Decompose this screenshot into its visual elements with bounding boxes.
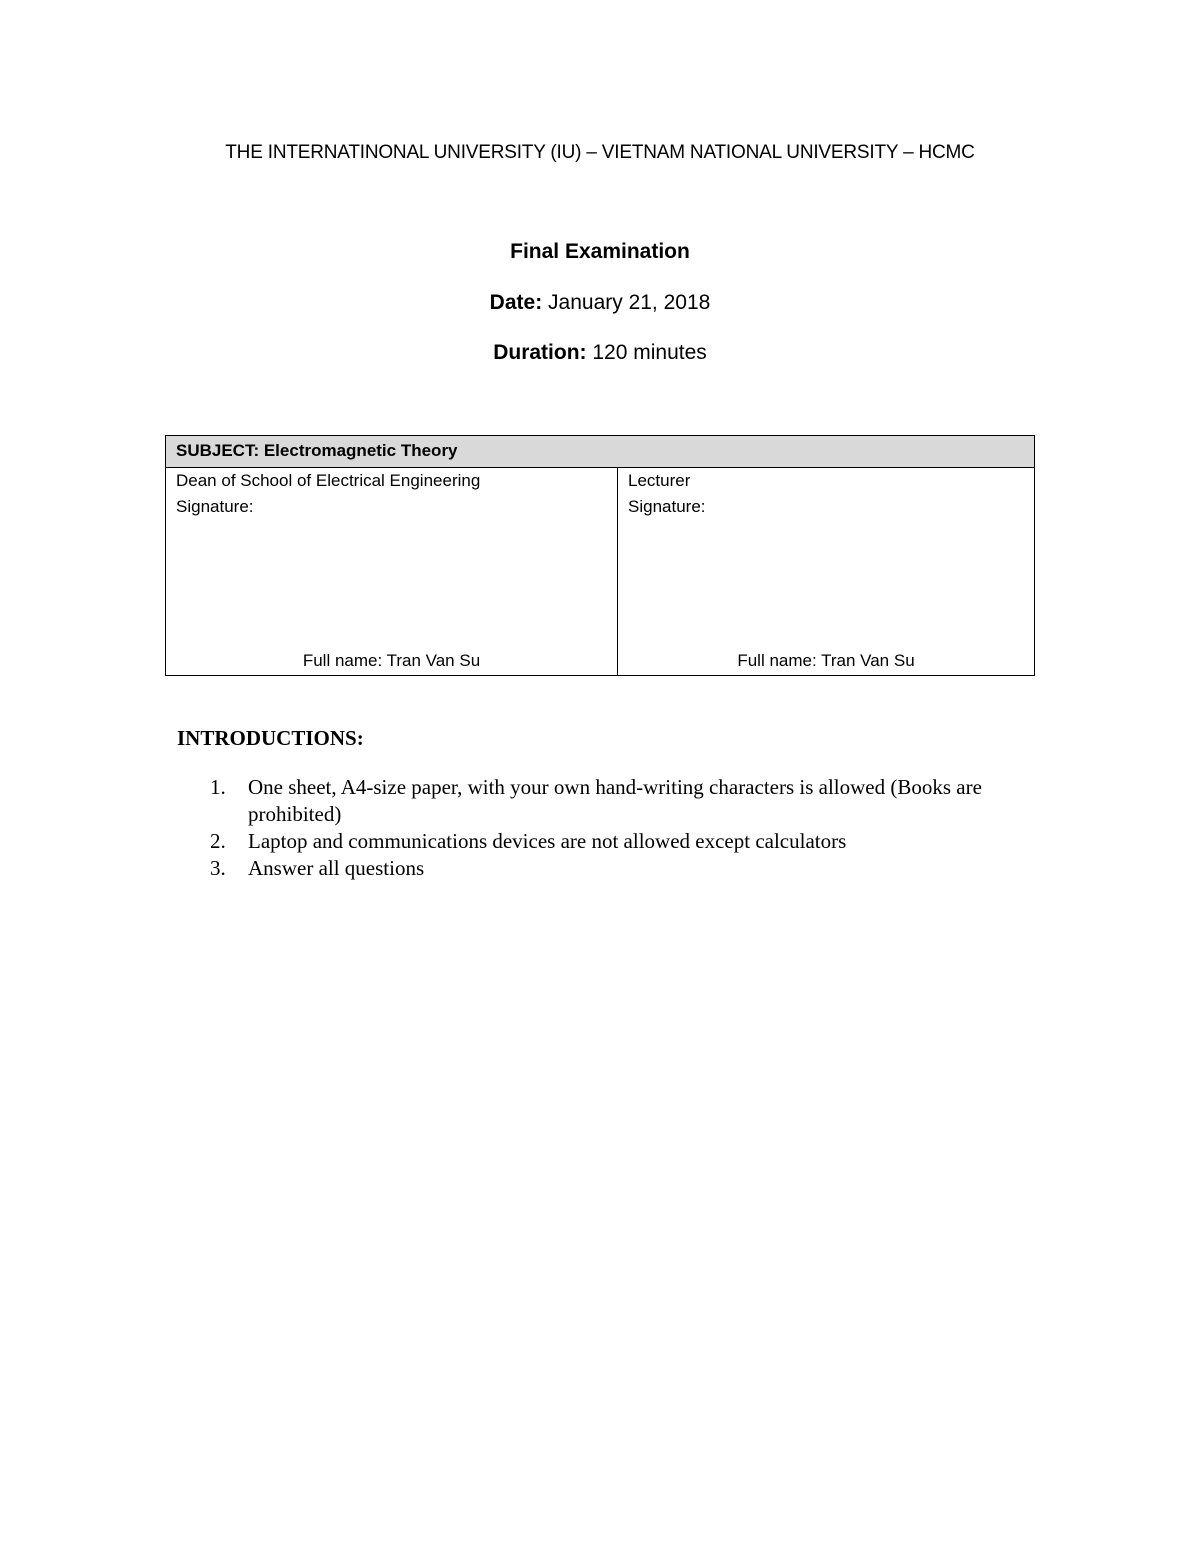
lecturer-signature-label: Signature: bbox=[628, 497, 706, 516]
list-item-number: 2. bbox=[210, 829, 226, 853]
date-label: Date: bbox=[489, 291, 543, 314]
duration-value: 120 minutes bbox=[592, 341, 707, 364]
signature-row bbox=[166, 468, 1035, 676]
dean-full-name: Full name: Tran Van Su bbox=[302, 651, 481, 670]
list-item-number: 3. bbox=[210, 856, 226, 880]
dean-signature-label: Signature: bbox=[176, 497, 254, 516]
duration-label: Duration: bbox=[493, 341, 587, 364]
exam-title: Final Examination bbox=[510, 240, 690, 263]
subject-row bbox=[166, 436, 1035, 468]
date-value: January 21, 2018 bbox=[548, 291, 711, 314]
dean-signature-cell bbox=[166, 468, 618, 676]
list-item-text: Answer all questions bbox=[248, 856, 425, 880]
lecturer-signature-cell bbox=[618, 468, 1035, 676]
list-item bbox=[210, 855, 1040, 882]
dean-role: Dean of School of Electrical Engineering bbox=[176, 471, 481, 490]
list-item-number: 1. bbox=[210, 775, 226, 799]
lecturer-full-name: Full name: Tran Van Su bbox=[737, 651, 915, 670]
subject-cell: SUBJECT: Electromagnetic Theory bbox=[166, 436, 1035, 468]
list-item bbox=[210, 774, 1040, 828]
exam-duration bbox=[0, 341, 1200, 365]
lecturer-role: Lecturer bbox=[628, 471, 691, 490]
rules-list bbox=[210, 774, 1040, 882]
exam-date bbox=[0, 291, 1200, 315]
list-item-text: One sheet, A4-size paper, with your own hand-writing characters is allowed (Books are prohibited) bbox=[248, 775, 982, 826]
university-header: THE INTERNATINONAL UNIVERSITY (IU) – VIETNAM NATIONAL UNIVERSITY – HCMC bbox=[225, 142, 975, 163]
subject-table bbox=[165, 435, 1035, 676]
list-item bbox=[210, 828, 1040, 855]
introductions-heading: INTRODUCTIONS: bbox=[177, 726, 364, 750]
list-item-text: Laptop and communications devices are not allowed except calculators bbox=[248, 829, 847, 853]
